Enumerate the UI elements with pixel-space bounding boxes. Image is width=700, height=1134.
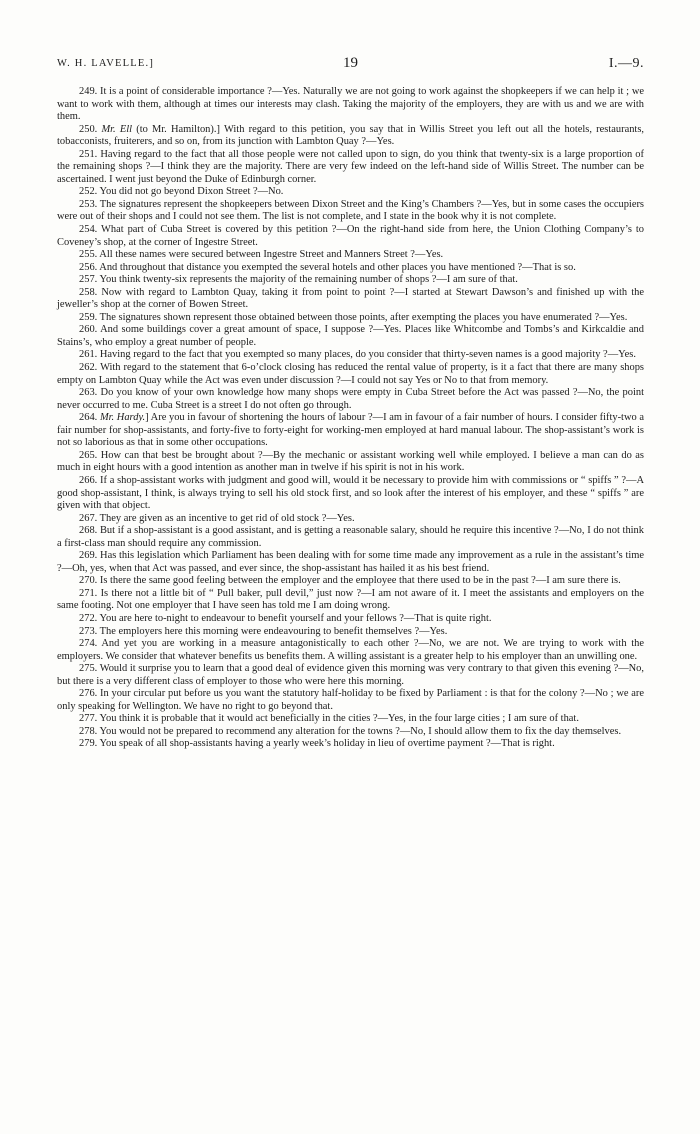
evidence-paragraph: 265. How can that best be brought about ?—By the mechanic or assistant working well while employed. I believe a man can do as much in eight hours with a good intention as another man in twelve if his spirit is not in his work. (57, 449, 644, 474)
question-number: 250. (79, 123, 102, 135)
evidence-paragraph: 269. Has this legislation which Parliament has been dealing with for some time made any improvement as a rule in the assistant’s time ?—Oh, yes, when that Act was passed, and ever since, the shop-assistant has hailed it as his best friend. (57, 550, 644, 574)
page-header (57, 55, 644, 75)
evidence-paragraph: 274. And yet you are working in a measure antagonistically to each other ?—No, we are not. We are trying to work with the employers. We consider that whatever benefits us benefits them. A willing assistant is a greater help to his employer than an unwilling one. (57, 638, 644, 662)
paper-reference: I.—9. (608, 56, 644, 71)
evidence-paragraph: 253. The signatures represent the shopkeepers between Dixon Street and the King’s Chambers ?—Yes, but in some cases the occupiers were out of their shops and I could not see them. The list is not complete, and I state in the book why it is not complete. (57, 198, 644, 223)
evidence-paragraph: 273. The employers here this morning were endeavouring to benefit themselves ?—Yes. (79, 625, 448, 637)
evidence-paragraph: 276. In your circular put before us you want the statutory half-holiday to be fixed by Parliament : is that for the colony ?—No ; we are only speaking for Wellington. We have no right to go beyond that. (57, 688, 644, 712)
evidence-paragraph: 270. Is there the same good feeling between the employer and the employee that there used to be in the past ?—I am sure there is. (79, 575, 621, 587)
evidence-paragraph: 258. Now with regard to Lambton Quay, taking it from point to point ?—I started at Stewart Dawson’s and finished up with the jeweller’s shop at the corner of Bowen Street. (57, 286, 644, 311)
evidence-paragraph: 260. And some buildings cover a great amount of space, I suppose ?—Yes. Places like Whitcombe and Tombs’s and Kirkcaldie and Stains’s, who employ a great number of people. (57, 324, 644, 348)
evidence-paragraph: 279. You speak of all shop-assistants having a yearly week’s holiday in lieu of overtime payment ?—That is right. (79, 738, 555, 750)
evidence-paragraph: 252. You did not go beyond Dixon Street ?—No. (79, 186, 284, 198)
evidence-paragraph (57, 124, 644, 149)
evidence-paragraph: 257. You think twenty-six represents the majority of the remaining number of shops ?—I am sure of that. (79, 274, 518, 286)
paragraph-text: (to Mr. Hamilton).] With regard to this petition, you say that in Willis Street you left out all the hotels, restaurants, tobacconists, fruiterers, and so on, from its junction with Lambton Quay ?—Yes. (57, 123, 644, 148)
speaker-name: Mr. Ell (101, 123, 133, 135)
evidence-paragraph: 278. You would not be prepared to recommend any alteration for the towns ?—No, I should allow them to fix the day themselves. (79, 725, 622, 737)
evidence-paragraph: 271. Is there not a little bit of “ Pull baker, pull devil,” just now ?—I am not aware of it. I meet the assistants and employers on the same footing. Not one employer that I have seen has told me I am doing wrong. (57, 587, 644, 612)
evidence-paragraph: 259. The signatures shown represent those obtained between those points, after exempting the places you have enumerated ?—Yes. (79, 311, 628, 323)
evidence-paragraph: 272. You are here to-night to endeavour to benefit yourself and your fellows ?—That is quite right. (79, 612, 492, 624)
evidence-paragraph: 262. With regard to the statement that 6-o’clock closing has reduced the rental value of property, is it a fact that there are many shops empty on Lambton Quay while the Act was even under discussion ?—I could not say Yes or No to that from memory. (57, 362, 644, 386)
evidence-paragraph: 268. But if a shop-assistant is a good assistant, and is getting a reasonable salary, should he require this incentive ?—No, I do not think a first-class man should require any commission. (57, 525, 644, 549)
evidence-paragraph: 263. Do you know of your own knowledge how many shops were empty in Cuba Street before the Act was passed ?—No, the point never occurred to me. Cuba Street is a street I do not often go through. (57, 387, 644, 411)
witness-name: W. H. LAVELLE.] (57, 58, 155, 69)
page-number: 19 (343, 55, 358, 71)
evidence-paragraph: 249. It is a point of considerable importance ?—Yes. Naturally we are not going to work against the shopkeepers if we can help it ; we want to work with them, although at times our interests may clash. Taking the majority of the employers, they are with us and we are with them. (57, 86, 644, 123)
evidence-paragraph: 275. Would it surprise you to learn that a good deal of evidence given this morning was very contrary to that given this evening ?—No, but there is a very different class of employer to those who were here this morning. (57, 663, 644, 687)
evidence-paragraph: 254. What part of Cuba Street is covered by this petition ?—On the right-hand side from here, the Union Clothing Company’s to Coveney’s shop, at the corner of Ingestre Street. (57, 224, 644, 248)
evidence-body (57, 86, 644, 751)
evidence-paragraph: 277. You think it is probable that it would act beneficially in the cities ?—Yes, in the four large cities ; I am sure of that. (79, 713, 579, 725)
question-number: 264. (79, 412, 100, 424)
paragraph-text: ] Are you in favour of shortening the hours of labour ?—I am in favour of a fair number of hours. I consider fifty-two a fair number for shop-assistants, and forty-five to forty-eight for working-men employed at hard manual labour. The shop-assistant’s work is not so laborious as that in some other occupations. (57, 412, 645, 449)
evidence-paragraph (57, 412, 644, 450)
evidence-paragraph: 256. And throughout that distance you exempted the several hotels and other places you have mentioned ?—That is so. (79, 261, 576, 273)
evidence-paragraph: 266. If a shop-assistant works with judgment and good will, would it be necessary to provide him with commissions or “ spiffs ” ?—A good shop-assistant, I think, is always trying to sell his old stock first, and so look after the interest of his employer, and these “ spiffs ” are given with that object. (57, 474, 644, 512)
evidence-paragraph: 251. Having regard to the fact that all those people were not called upon to sign, do you think that twenty-six is a large proportion of the remaining shops ?—I think they are the majority. There are very few indeed on the left-hand side of Willis Street. The number can be ascertained. I went just beyond the Duke of Edinburgh corner. (57, 148, 644, 185)
evidence-paragraph: 261. Having regard to the fact that you exempted so many places, do you consider that thirty-seven names is a good majority ?—Yes. (79, 349, 636, 361)
speaker-name: Mr. Hardy. (99, 412, 146, 424)
evidence-paragraph: 267. They are given as an incentive to get rid of old stock ?—Yes. (79, 512, 355, 524)
evidence-paragraph: 255. All these names were secured between Ingestre Street and Manners Street ?—Yes. (79, 249, 444, 261)
